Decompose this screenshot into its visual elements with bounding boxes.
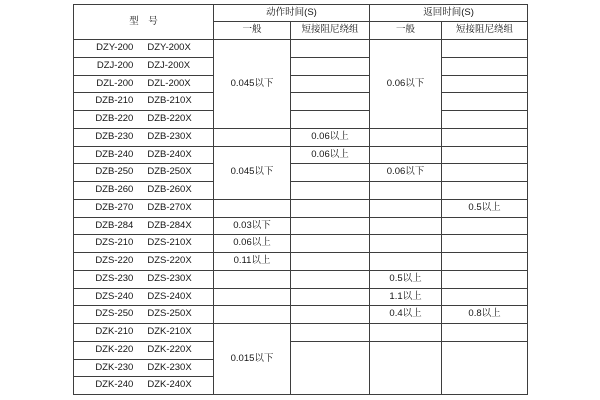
return-general-cell bbox=[370, 217, 442, 235]
model-b: DZS-210X bbox=[147, 237, 192, 249]
action-general-header: 一般 bbox=[214, 22, 291, 40]
model-a: DZS-250 bbox=[95, 308, 134, 320]
return-general-cell bbox=[370, 146, 442, 164]
model-a: DZK-230 bbox=[95, 361, 134, 373]
action-damping-cell bbox=[291, 324, 370, 342]
model-a: DZS-210 bbox=[95, 237, 134, 249]
return-general-cell: 0.06以下 bbox=[370, 40, 442, 129]
model-b: DZY-200X bbox=[147, 42, 191, 54]
model-cell bbox=[74, 128, 214, 146]
return-damping-cell bbox=[442, 57, 528, 75]
return-general-cell bbox=[370, 341, 442, 394]
action-damping-cell bbox=[291, 93, 370, 111]
action-damping-cell bbox=[291, 217, 370, 235]
model-b: DZS-250X bbox=[147, 308, 192, 320]
table-row bbox=[74, 270, 528, 288]
return-damping-cell bbox=[442, 235, 528, 253]
model-b: DZK-220X bbox=[147, 343, 192, 355]
model-a: DZS-240 bbox=[95, 290, 134, 302]
table-row bbox=[74, 288, 528, 306]
table-row bbox=[74, 253, 528, 271]
action-general-cell: 0.11以上 bbox=[214, 253, 291, 271]
action-general-cell bbox=[214, 128, 291, 146]
action-damping-cell bbox=[291, 111, 370, 129]
model-cell bbox=[74, 75, 214, 93]
action-general-cell bbox=[214, 306, 291, 324]
model-a: DZB-220 bbox=[95, 113, 134, 125]
model-a: DZK-210 bbox=[95, 326, 134, 338]
action-general-cell bbox=[214, 270, 291, 288]
table-row bbox=[74, 40, 528, 58]
table-row bbox=[74, 306, 528, 324]
return-time-group-header: 返回时间(S) bbox=[370, 5, 528, 22]
return-general-cell bbox=[370, 235, 442, 253]
model-a: DZB-260 bbox=[95, 184, 134, 196]
model-cell bbox=[74, 377, 214, 395]
table-row bbox=[74, 182, 528, 200]
return-general-cell bbox=[370, 324, 442, 342]
model-a: DZK-240 bbox=[95, 379, 134, 391]
return-damping-cell bbox=[442, 75, 528, 93]
return-general-cell: 0.5以上 bbox=[370, 270, 442, 288]
return-damping-cell bbox=[442, 217, 528, 235]
return-general-header: 一般 bbox=[370, 22, 442, 40]
model-column-header: 型 号 bbox=[74, 5, 214, 40]
return-general-cell bbox=[370, 128, 442, 146]
action-damping-cell bbox=[291, 199, 370, 217]
table-row bbox=[74, 164, 528, 182]
header-row-groups bbox=[74, 5, 528, 22]
return-damping-cell bbox=[442, 40, 528, 58]
action-general-cell: 0.045以下 bbox=[214, 146, 291, 199]
return-damping-cell bbox=[442, 288, 528, 306]
action-damping-cell bbox=[291, 235, 370, 253]
model-cell bbox=[74, 324, 214, 342]
table-row bbox=[74, 146, 528, 164]
action-damping-cell bbox=[291, 341, 370, 394]
model-cell bbox=[74, 217, 214, 235]
model-a: DZB-284 bbox=[95, 219, 134, 231]
model-a: DZB-230 bbox=[95, 130, 134, 142]
model-cell bbox=[74, 146, 214, 164]
model-cell bbox=[74, 57, 214, 75]
model-a: DZY-200 bbox=[96, 42, 134, 54]
return-general-cell bbox=[370, 199, 442, 217]
table-row bbox=[74, 128, 528, 146]
model-cell bbox=[74, 270, 214, 288]
return-damping-cell bbox=[442, 253, 528, 271]
model-b: DZB-284X bbox=[147, 219, 192, 231]
model-b: DZL-200X bbox=[147, 77, 191, 89]
model-b: DZB-220X bbox=[147, 113, 192, 125]
table-row bbox=[74, 111, 528, 129]
return-damping-cell bbox=[442, 164, 528, 182]
model-b: DZK-230X bbox=[147, 361, 192, 373]
table-row bbox=[74, 75, 528, 93]
return-general-cell: 1.1以上 bbox=[370, 288, 442, 306]
action-damping-cell bbox=[291, 270, 370, 288]
action-damping-cell: 0.06以上 bbox=[291, 146, 370, 164]
table-row bbox=[74, 235, 528, 253]
relay-timing-table bbox=[73, 4, 528, 395]
return-damping-cell bbox=[442, 182, 528, 200]
table-row bbox=[74, 324, 528, 342]
action-damping-cell bbox=[291, 40, 370, 58]
model-b: DZS-230X bbox=[147, 272, 192, 284]
model-a: DZB-240 bbox=[95, 148, 134, 160]
return-damping-cell bbox=[442, 111, 528, 129]
action-time-group-header: 动作时间(S) bbox=[214, 5, 370, 22]
model-b: DZB-210X bbox=[147, 95, 192, 107]
model-a: DZL-200 bbox=[96, 77, 134, 89]
table-row bbox=[74, 217, 528, 235]
model-cell bbox=[74, 93, 214, 111]
model-b: DZB-240X bbox=[147, 148, 192, 160]
action-damping-cell bbox=[291, 288, 370, 306]
action-damping-header: 短接阻尼绕组 bbox=[291, 22, 370, 40]
model-a: DZS-230 bbox=[95, 272, 134, 284]
return-damping-cell bbox=[442, 341, 528, 394]
model-cell bbox=[74, 182, 214, 200]
model-b: DZS-240X bbox=[147, 290, 192, 302]
model-cell bbox=[74, 306, 214, 324]
model-a: DZJ-200 bbox=[96, 59, 134, 71]
model-cell bbox=[74, 341, 214, 359]
action-damping-cell bbox=[291, 182, 370, 200]
table-row bbox=[74, 57, 528, 75]
action-general-cell: 0.03以下 bbox=[214, 217, 291, 235]
model-cell bbox=[74, 199, 214, 217]
action-damping-cell bbox=[291, 164, 370, 182]
return-damping-cell bbox=[442, 93, 528, 111]
action-damping-cell bbox=[291, 306, 370, 324]
return-damping-header: 短接阻尼绕组 bbox=[442, 22, 528, 40]
return-general-cell bbox=[370, 182, 442, 200]
model-b: DZK-210X bbox=[147, 326, 192, 338]
table-row bbox=[74, 341, 528, 359]
model-cell bbox=[74, 359, 214, 377]
return-damping-cell: 0.5以上 bbox=[442, 199, 528, 217]
action-general-cell: 0.015以下 bbox=[214, 324, 291, 395]
action-damping-cell bbox=[291, 57, 370, 75]
model-a: DZK-220 bbox=[95, 343, 134, 355]
model-cell bbox=[74, 235, 214, 253]
table-row bbox=[74, 93, 528, 111]
model-a: DZB-270 bbox=[95, 201, 134, 213]
action-damping-cell: 0.06以上 bbox=[291, 128, 370, 146]
model-cell bbox=[74, 164, 214, 182]
model-b: DZB-230X bbox=[147, 130, 192, 142]
model-cell bbox=[74, 40, 214, 58]
model-b: DZB-270X bbox=[147, 201, 192, 213]
model-cell bbox=[74, 253, 214, 271]
action-damping-cell bbox=[291, 253, 370, 271]
action-damping-cell bbox=[291, 75, 370, 93]
return-general-cell: 0.06以下 bbox=[370, 164, 442, 182]
model-b: DZB-260X bbox=[147, 184, 192, 196]
return-damping-cell bbox=[442, 270, 528, 288]
table-row bbox=[74, 199, 528, 217]
return-damping-cell: 0.8以上 bbox=[442, 306, 528, 324]
model-b: DZK-240X bbox=[147, 379, 192, 391]
model-a: DZB-250 bbox=[95, 166, 134, 178]
model-b: DZB-250X bbox=[147, 166, 192, 178]
model-cell bbox=[74, 111, 214, 129]
return-general-cell: 0.4以上 bbox=[370, 306, 442, 324]
action-general-cell bbox=[214, 199, 291, 217]
model-b: DZS-220X bbox=[147, 255, 192, 267]
return-damping-cell bbox=[442, 324, 528, 342]
return-damping-cell bbox=[442, 146, 528, 164]
return-general-cell bbox=[370, 253, 442, 271]
model-a: DZS-220 bbox=[95, 255, 134, 267]
action-general-cell bbox=[214, 288, 291, 306]
action-general-cell: 0.06以上 bbox=[214, 235, 291, 253]
model-b: DZJ-200X bbox=[147, 59, 191, 71]
model-cell bbox=[74, 288, 214, 306]
action-general-cell: 0.045以下 bbox=[214, 40, 291, 129]
return-damping-cell bbox=[442, 128, 528, 146]
model-a: DZB-210 bbox=[95, 95, 134, 107]
